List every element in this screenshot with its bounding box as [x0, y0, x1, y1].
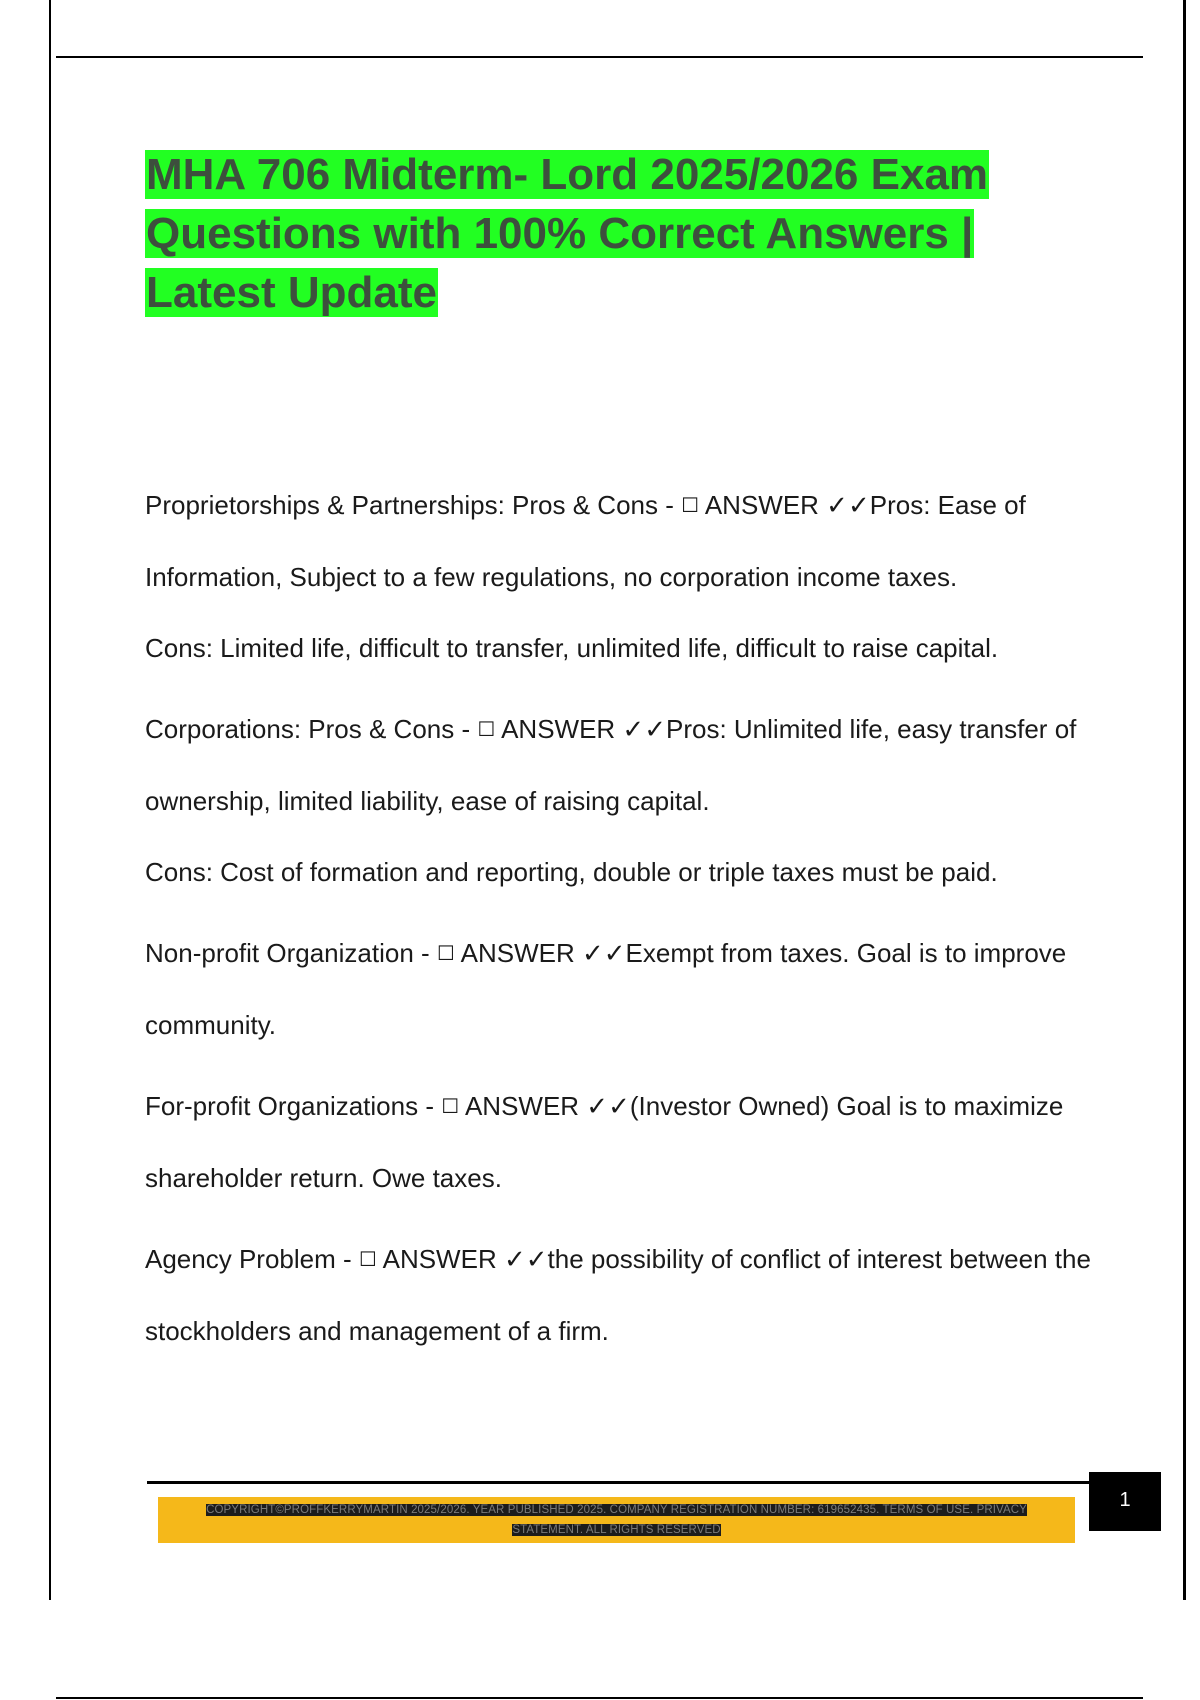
answer-text: Pros: Ease of Information, Subject to a few regulations, no corporation income taxes.: [145, 490, 1026, 592]
footer-bar: [158, 1497, 1075, 1543]
qa-item-corporations: [145, 694, 1095, 908]
footer-copyright: COPYRIGHT©PROFFKERRYMARTIN 2025/2026. YEAR PUBLISHED 2025. COMPANY REGISTRATION NUMBER: 619652435. TERMS OF USE. PRIVACY STATEMENT. ALL RIGHTS RESERVED: [206, 1504, 1027, 1536]
answer-box-icon: ☐: [436, 943, 455, 965]
qa-list: [145, 470, 1095, 1377]
answer-text: Pros: Unlimited life, easy transfer of ownership, limited liability, ease of raising capital.: [145, 714, 1077, 816]
question-text: Agency Problem -: [145, 1244, 359, 1274]
answer-box-icon: ☐: [477, 719, 496, 741]
qa-item-non-profit: [145, 918, 1095, 1061]
answer-label: ANSWER ✓✓: [495, 714, 666, 744]
answer-label: ANSWER ✓✓: [454, 938, 626, 968]
page-number: 1: [1089, 1472, 1161, 1531]
qa-line: [145, 918, 1095, 1061]
question-text: For-profit Organizations -: [145, 1091, 442, 1121]
footer-rule: [147, 1481, 1092, 1484]
question-text: Non-profit Organization -: [145, 938, 437, 968]
header-rule: [56, 56, 1143, 58]
qa-line: [145, 1071, 1095, 1214]
page-border-right: [1183, 0, 1186, 1600]
qa-line: [145, 470, 1095, 613]
answer-label: ANSWER ✓✓: [699, 490, 870, 520]
question-text: Proprietorships & Partnerships: Pros & Cons -: [145, 490, 682, 520]
answer-text: (Investor Owned) Goal is to maximize shareholder return. Owe taxes.: [145, 1091, 1064, 1193]
answer-box-icon: ☐: [358, 1249, 377, 1271]
qa-item-agency-problem: [145, 1224, 1095, 1367]
qa-line: [145, 694, 1095, 837]
question-text: Corporations: Pros & Cons -: [145, 714, 478, 744]
answer-text: Exempt from taxes. Goal is to improve community.: [145, 938, 1067, 1040]
title-highlight: MHA 706 Midterm- Lord 2025/2026 Exam Questions with 100% Correct Answers | Latest Update: [146, 150, 989, 317]
answer-text: the possibility of conflict of interest between the stockholders and management of a firm.: [145, 1244, 1091, 1346]
next-page-rule: [56, 1697, 1143, 1699]
answer-box-icon: ☐: [681, 495, 700, 517]
qa-item-for-profit: [145, 1071, 1095, 1214]
qa-line: [145, 1224, 1095, 1367]
answer-label: ANSWER ✓✓: [376, 1244, 548, 1274]
answer-extra: Cons: Limited life, difficult to transfer, unlimited life, difficult to raise capital.: [145, 633, 999, 663]
answer-extra: Cons: Cost of formation and reporting, double or triple taxes must be paid.: [145, 857, 998, 887]
qa-item-proprietorships: [145, 470, 1095, 684]
answer-label: ANSWER ✓✓: [459, 1091, 630, 1121]
answer-box-icon: ☐: [441, 1096, 460, 1118]
page-border-left: [49, 0, 51, 1600]
document-title: [145, 145, 1080, 322]
